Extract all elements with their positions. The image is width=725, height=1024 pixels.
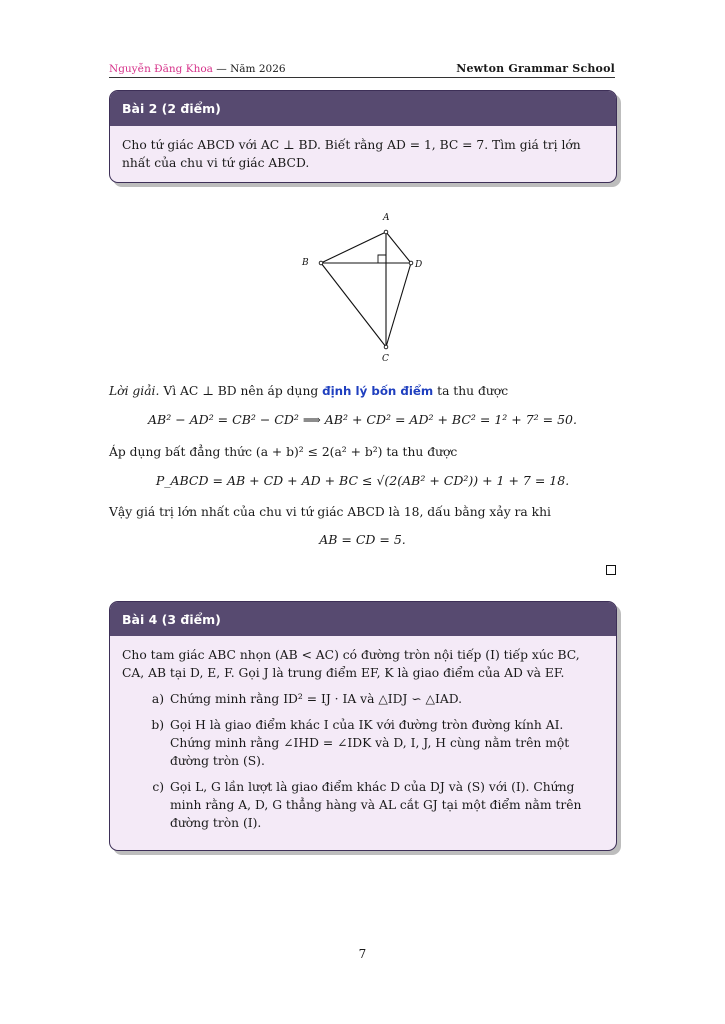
theorem-name: định lý bốn điểm <box>322 384 434 398</box>
list-item <box>122 716 604 770</box>
header-author: Nguyễn Đăng Khoa <box>109 63 213 75</box>
label-b: B <box>302 258 309 268</box>
segment-ab <box>321 232 386 263</box>
problem-4-title: Bài 4 (3 điểm) <box>110 602 616 636</box>
solution-line-3: Vậy giá trị lớn nhất của chu vi tứ giác ABCD là 18, dấu bằng xảy ra khi <box>109 505 551 519</box>
equation-2: P_ABCD = AB + CD + AD + BC ≤ √(2(AB² + CD²)) + 1 + 7 = 18. <box>155 473 570 488</box>
quadrilateral-figure <box>290 205 440 370</box>
problem-2-statement: Cho tứ giác ABCD với AC ⊥ BD. Biết rằng AD = 1, BC = 7. Tìm giá trị lớn nhất của chu vi tứ giác ABCD. <box>122 138 581 170</box>
header-rule <box>109 77 615 78</box>
list-item <box>122 778 604 832</box>
equation-3: AB = CD = 5. <box>319 532 406 547</box>
item-label: c) <box>152 780 164 794</box>
header-left <box>109 63 286 75</box>
label-d: D <box>415 260 423 270</box>
problem-4-box <box>109 601 617 851</box>
point-c <box>384 345 388 349</box>
list-item <box>122 690 604 708</box>
equation-1: AB² − AD² = CB² − CD² ⟹ AB² + CD² = AD² + BC² = 1² + 7² = 50. <box>148 412 577 427</box>
segment-dc <box>386 263 411 347</box>
segment-ad <box>386 232 411 263</box>
solution-intro <box>109 382 615 400</box>
problem-2-box <box>109 90 617 183</box>
point-a <box>384 230 388 234</box>
item-text: Gọi H là giao điểm khác I của IK với đường tròn đường kính AI. Chứng minh rằng ∠IHD = ∠IDK và D, I, J, H cùng nằm trên một đường tròn (S). <box>170 718 570 768</box>
header-year: — Năm 2026 <box>212 63 286 75</box>
problem-2-title: Bài 2 (2 điểm) <box>110 91 616 126</box>
right-angle-mark <box>378 255 386 263</box>
label-c: C <box>382 354 389 364</box>
solution-lead: Lời giải. <box>109 384 160 398</box>
page-number: 7 <box>358 947 367 961</box>
item-label: a) <box>151 692 164 706</box>
solution-line-2: Áp dụng bất đẳng thức (a + b)² ≤ 2(a² + b²) ta thu được <box>109 445 458 459</box>
qed-square <box>606 565 616 575</box>
header-school: Newton Grammar School <box>456 62 615 75</box>
item-label: b) <box>151 718 164 732</box>
item-text: Chứng minh rằng ID² = IJ · IA và △IDJ ∽ △IAD. <box>170 692 463 706</box>
label-a: A <box>383 213 390 223</box>
point-b <box>319 261 323 265</box>
solution-intro-post: ta thu được <box>433 384 509 398</box>
solution-intro-pre: Vì AC ⊥ BD nên áp dụng <box>163 384 323 398</box>
problem-4-items <box>122 690 604 832</box>
segment-cb <box>321 263 386 347</box>
point-d <box>409 261 413 265</box>
problem-4-statement: Cho tam giác ABC nhọn (AB < AC) có đường tròn nội tiếp (I) tiếp xúc BC, CA, AB tại D, E, F. Gọi J là trung điểm EF, K là giao điểm của AD và EF. <box>122 648 580 680</box>
item-text: Gọi L, G lần lượt là giao điểm khác D của DJ và (S) với (I). Chứng minh rằng A, D, G thẳng hàng và AL cắt GJ tại một điểm nằm trên đường tròn (I). <box>170 780 582 830</box>
